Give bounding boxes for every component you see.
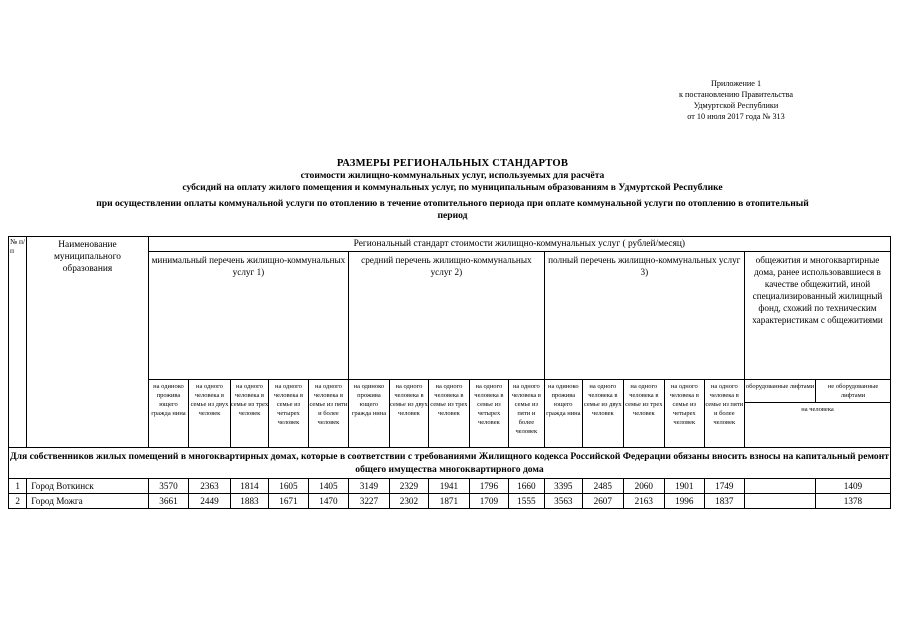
dormitory-subheader [745, 380, 891, 448]
value-cell: 3395 [544, 479, 582, 494]
value-cell: 2060 [623, 479, 665, 494]
subheader: на одного человека в семье из двух человек [583, 380, 624, 448]
subheader: на одного человека в семье из пяти и более человек [509, 380, 544, 448]
value-cell: 1941 [429, 479, 470, 494]
dormitory-lift-cell [745, 494, 816, 509]
value-cell: 1901 [665, 479, 704, 494]
value-cell: 3227 [349, 494, 390, 509]
title-line: период [437, 210, 468, 221]
value-cell: 1871 [429, 494, 470, 509]
row-number: 1 [9, 479, 27, 494]
subheader: на одного человека в семье из четырех человек [269, 380, 308, 448]
value-cell: 2449 [189, 494, 231, 509]
header-group-medium: средний перечень жилищно-коммунальных услуг 2) [349, 252, 544, 380]
subheader: на одного человека в семье из пяти и более человек [704, 380, 745, 448]
appendix-line: Удмуртской Республики [693, 101, 779, 110]
table-row [9, 479, 891, 494]
dormitory-nolift-cell: 1378 [815, 494, 890, 509]
appendix-block [626, 78, 846, 122]
appendix-line: от 10 июля 2017 года № 313 [687, 112, 785, 121]
table-row [9, 494, 891, 509]
subheader: на одного человека в семье из трех человек [230, 380, 268, 448]
row-number: 2 [9, 494, 27, 509]
subheader: на одного человека в семье из двух человек [189, 380, 231, 448]
appendix-line: Приложение 1 [710, 79, 762, 88]
value-cell: 3661 [148, 494, 189, 509]
header-group-dormitory: общежития и многоквартирные дома, ранее использовавшиеся в качестве общежитий, иной специализированный жилищный фонд, схожий по техническим характеристикам с общежитиями [745, 252, 891, 380]
municipality-name: Город Воткинск [27, 479, 149, 494]
value-cell: 1660 [509, 479, 544, 494]
value-cell: 1837 [704, 494, 745, 509]
appendix-line: к постановлению Правительства [678, 90, 794, 99]
title-main: РАЗМЕРЫ РЕГИОНАЛЬНЫХ СТАНДАРТОВ [336, 158, 569, 169]
subheader: на одного человека в семье из двух человек [389, 380, 428, 448]
title-line: субсидий на оплату жилого помещения и коммунальных услуг, по муниципальным образованиям в Удмуртской Республике [182, 182, 723, 193]
subheader: на одиноко прожива ющего гражда нина [544, 380, 582, 448]
value-cell: 2329 [389, 479, 428, 494]
value-cell: 2363 [189, 479, 231, 494]
value-cell: 3149 [349, 479, 390, 494]
value-cell: 3570 [148, 479, 189, 494]
value-cell: 1671 [269, 494, 308, 509]
value-cell: 2607 [583, 494, 624, 509]
dormitory-nolift-cell: 1409 [815, 479, 890, 494]
header-group-minimal: минимальный перечень жилищно-коммунальных услуг 1) [148, 252, 348, 380]
value-cell: 1796 [469, 479, 508, 494]
dormitory-lift-cell [745, 479, 816, 494]
subheader: на одиноко прожива ющего гражда нина [148, 380, 189, 448]
value-cell: 1555 [509, 494, 544, 509]
standards-table [8, 236, 891, 509]
subheader: на одиноко прожива ющего гражда нина [349, 380, 390, 448]
header-regional-standard: Региональный стандарт стоимости жилищно-коммунальных услуг ( рублей/месяц) [148, 237, 890, 252]
value-cell: 1605 [269, 479, 308, 494]
header-municipality: Наименование муниципального образования [27, 237, 149, 448]
value-cell: 1709 [469, 494, 508, 509]
value-cell: 1405 [308, 479, 349, 494]
value-cell: 1470 [308, 494, 349, 509]
subheader: на одного человека в семье из пяти и более человек [308, 380, 349, 448]
subheader: на одного человека в семье из трех человек [429, 380, 470, 448]
value-cell: 1996 [665, 494, 704, 509]
municipality-name: Город Можга [27, 494, 149, 509]
header-num: № п/п [9, 237, 27, 448]
subheader: на одного человека в семье из четырех человек [469, 380, 508, 448]
value-cell: 1749 [704, 479, 745, 494]
subheader-per-person: на человека [801, 406, 834, 413]
document-title [4, 158, 901, 222]
value-cell: 2302 [389, 494, 428, 509]
value-cell: 2485 [583, 479, 624, 494]
header-group-full: полный перечень жилищно-коммунальных услуг 3) [544, 252, 744, 380]
value-cell: 3563 [544, 494, 582, 509]
value-cell: 1814 [230, 479, 268, 494]
title-line: стоимости жилищно-коммунальных услуг, используемых для расчёта [300, 170, 605, 181]
subheader-with-lift: оборудованные лифтами [745, 380, 816, 402]
title-line: при осуществлении оплаты коммунальной услуги по отоплению в течение отопительного периода при оплате коммунальной услуги по отоплению в отопительный [96, 198, 809, 209]
subheader: на одного человека в семье из четырех человек [665, 380, 704, 448]
value-cell: 1883 [230, 494, 268, 509]
value-cell: 2163 [623, 494, 665, 509]
section-header: Для собственников жилых помещений в многоквартирных домах, которые в соответствии с требованиями Жилищного кодекса Российской Федерации обязаны вносить взносы на капитальный ремонт общего имущества многоквартирного дома [9, 448, 891, 479]
subheader: на одного человека в семье из трех человек [623, 380, 665, 448]
subheader-without-lift: не оборудованные лифтами [827, 383, 879, 399]
